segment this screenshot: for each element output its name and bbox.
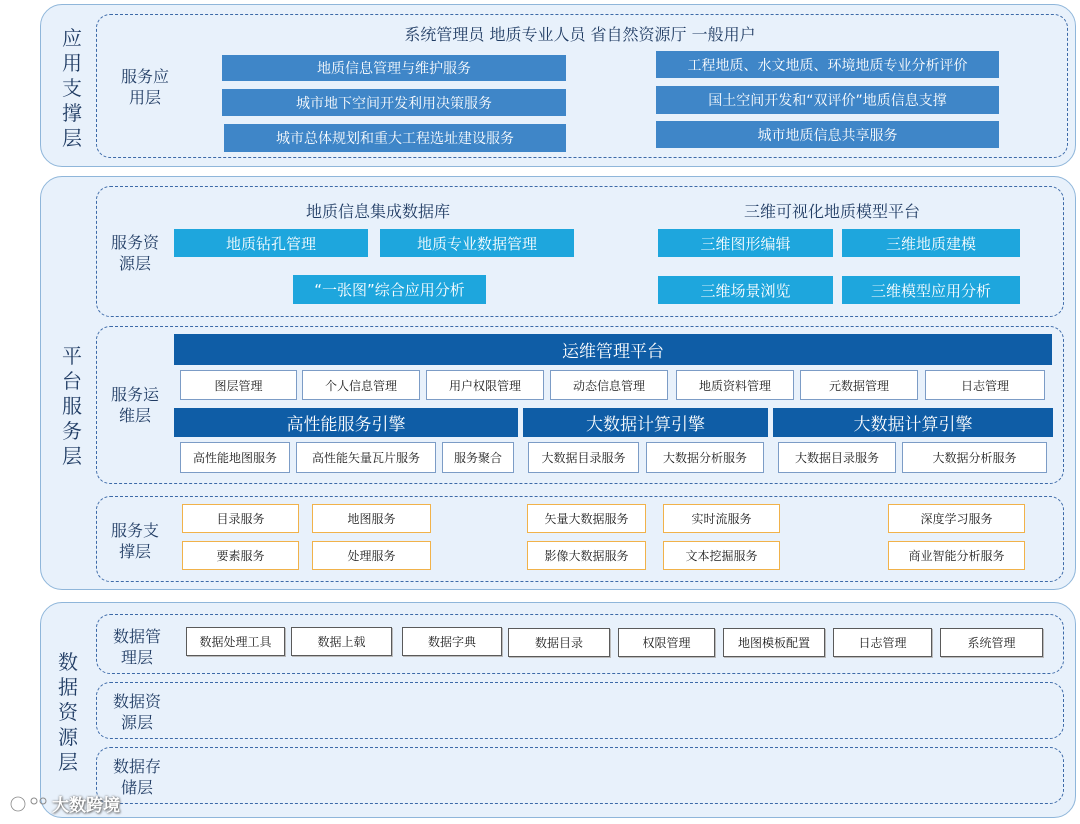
bigdata-engine-bar: 大数据计算引擎 — [773, 408, 1053, 437]
service-support-title: 服务支撑层 — [110, 521, 159, 561]
data-management-title: 数据管理层 — [112, 627, 161, 667]
support-item[interactable]: 深度学习服务 — [888, 504, 1025, 533]
3d-edit-button[interactable]: 三维图形编辑 — [658, 229, 833, 257]
support-item[interactable]: 矢量大数据服务 — [527, 504, 646, 533]
engine-item[interactable]: 大数据分析服务 — [646, 442, 764, 473]
engine-item[interactable]: 大数据目录服务 — [528, 442, 639, 473]
geo-database-header: 地质信息集成数据库 — [305, 202, 450, 221]
support-item[interactable]: 文本挖掘服务 — [663, 541, 780, 570]
geo-data-button[interactable]: 地质专业数据管理 — [380, 229, 574, 257]
data-mgmt-item[interactable]: 日志管理 — [833, 628, 932, 657]
engine-item[interactable]: 高性能地图服务 — [180, 442, 290, 473]
app-service-button[interactable]: 地质信息管理与维护服务 — [222, 55, 566, 81]
user-roles-text: 系统管理员 地质专业人员 省自然资源厅 一般用户 — [404, 25, 756, 44]
3d-analysis-button[interactable]: 三维模型应用分析 — [842, 276, 1020, 304]
support-item[interactable]: 地图服务 — [312, 504, 431, 533]
data-mgmt-item[interactable]: 数据处理工具 — [186, 627, 285, 656]
hp-engine-bar: 高性能服务引擎 — [174, 408, 518, 437]
data-mgmt-item[interactable]: 地图模板配置 — [723, 628, 825, 657]
bigdata-engine-bar: 大数据计算引擎 — [523, 408, 768, 437]
service-application-title: 服务应用层 — [120, 67, 169, 107]
ops-item[interactable]: 动态信息管理 — [550, 370, 668, 400]
data-mgmt-item[interactable]: 数据上载 — [291, 627, 392, 656]
support-item[interactable]: 实时流服务 — [663, 504, 780, 533]
engine-item[interactable]: 大数据分析服务 — [902, 442, 1047, 473]
application-support-layer-title: 应用支撑层 — [62, 26, 82, 150]
one-map-button[interactable]: “一张图”综合应用分析 — [293, 275, 486, 304]
ops-item[interactable]: 个人信息管理 — [302, 370, 420, 400]
3d-platform-header: 三维可视化地质模型平台 — [743, 202, 920, 221]
data-mgmt-item[interactable]: 数据字典 — [402, 627, 502, 656]
engine-item[interactable]: 高性能矢量瓦片服务 — [296, 442, 436, 473]
support-item[interactable]: 处理服务 — [312, 541, 431, 570]
platform-service-layer-title: 平台服务层 — [62, 344, 82, 468]
drill-hole-button[interactable]: 地质钻孔管理 — [174, 229, 368, 257]
ops-item[interactable]: 日志管理 — [925, 370, 1045, 400]
ops-platform-bar: 运维管理平台 — [174, 334, 1052, 365]
app-service-button[interactable]: 城市地质信息共享服务 — [656, 121, 999, 148]
engine-item[interactable]: 大数据目录服务 — [778, 442, 896, 473]
data-mgmt-item[interactable]: 权限管理 — [618, 628, 715, 657]
ops-item[interactable]: 图层管理 — [180, 370, 297, 400]
data-resource-panel — [96, 682, 1064, 739]
service-ops-title: 服务运维层 — [110, 385, 159, 425]
3d-browse-button[interactable]: 三维场景浏览 — [658, 276, 833, 304]
data-resource-title: 数据资源层 — [112, 692, 161, 732]
support-item[interactable]: 影像大数据服务 — [527, 541, 646, 570]
app-service-button[interactable]: 工程地质、水文地质、环境地质专业分析评价 — [656, 51, 999, 78]
app-service-button[interactable]: 城市地下空间开发利用决策服务 — [222, 89, 566, 116]
3d-modeling-button[interactable]: 三维地质建模 — [842, 229, 1020, 257]
data-mgmt-item[interactable]: 数据目录 — [508, 628, 610, 657]
app-service-button[interactable]: 国土空间开发和“双评价”地质信息支撑 — [656, 86, 999, 114]
engine-item[interactable]: 服务聚合 — [442, 442, 514, 473]
service-resource-title: 服务资源层 — [110, 233, 159, 273]
data-storage-panel — [96, 747, 1064, 804]
data-storage-title: 数据存储层 — [112, 757, 161, 797]
support-item[interactable]: 要素服务 — [182, 541, 299, 570]
ops-item[interactable]: 用户权限管理 — [426, 370, 544, 400]
data-resource-layer-title: 数据资源层 — [58, 650, 78, 774]
support-item[interactable]: 目录服务 — [182, 504, 299, 533]
data-mgmt-item[interactable]: 系统管理 — [940, 628, 1043, 657]
support-item[interactable]: 商业智能分析服务 — [888, 541, 1025, 570]
ops-item[interactable]: 元数据管理 — [800, 370, 918, 400]
ops-item[interactable]: 地质资料管理 — [676, 370, 794, 400]
watermark-logo-icon — [8, 792, 52, 814]
watermark-text: 大数跨境 — [52, 796, 120, 816]
app-service-button[interactable]: 城市总体规划和重大工程选址建设服务 — [224, 124, 566, 152]
